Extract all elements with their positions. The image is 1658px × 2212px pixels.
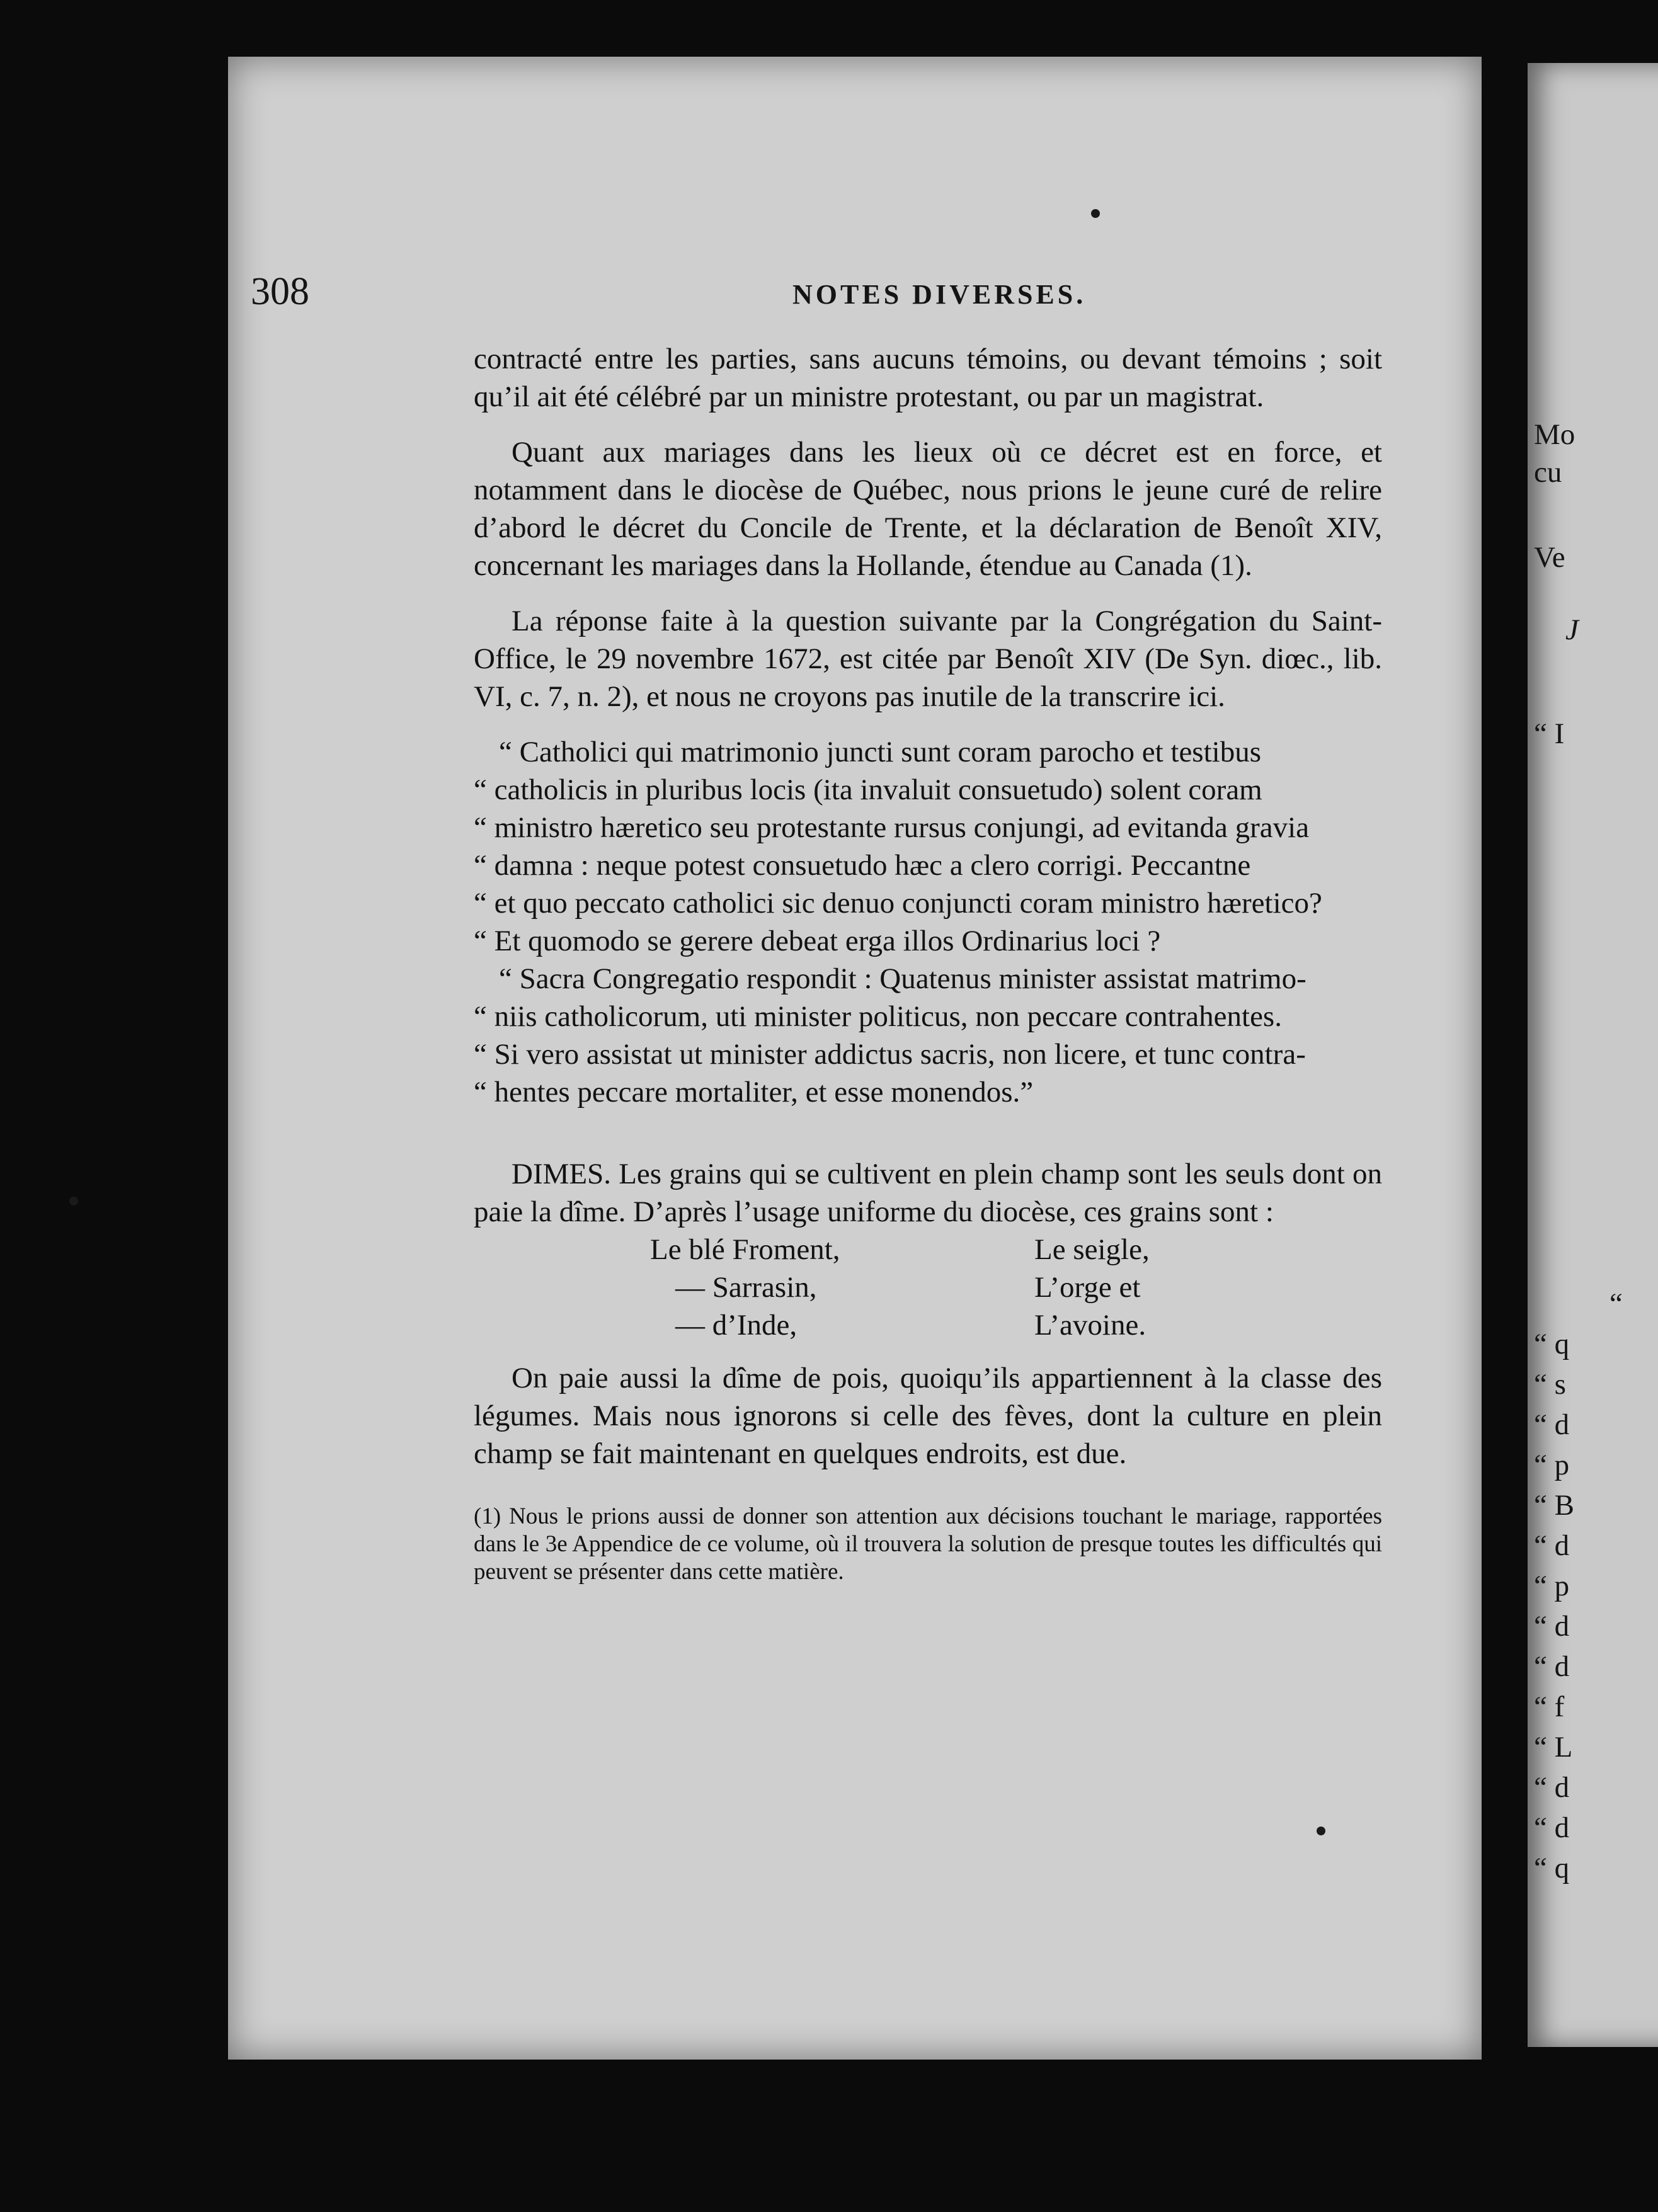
facing-quote-fragment: “ d (1534, 1811, 1570, 1844)
quote-line: “ Catholici qui matrimonio juncti sunt coram parocho et testibus (499, 736, 1261, 768)
facing-quote-fragment: “ s (1534, 1368, 1566, 1401)
quote-line: “ et quo peccato catholici sic denuo conjuncti coram ministro hæretico? (474, 887, 1322, 920)
facing-quote-fragment: “ L (1534, 1731, 1573, 1764)
paragraph: Quant aux mariages dans les lieux où ce décret est en force, et notamment dans le diocèse de Québec, nous prions le jeune curé de relire d’abord le décret du Concile de Trente, et la déclaration de Benoît XIV, concernant les mariages dans la Hollande, étendue au Canada (1). (474, 436, 1382, 582)
page-header (251, 270, 1385, 314)
quote-line: “ Sacra Congregatio respondit : Quatenus minister assistat matrimo- (499, 962, 1306, 995)
facing-fragment: “ I (1534, 717, 1565, 750)
facing-quote-fragment: “ p (1534, 1449, 1570, 1481)
grain-list (650, 1231, 1382, 1344)
print-speck (1317, 1827, 1325, 1835)
facing-quote-fragment: “ q (1534, 1852, 1570, 1884)
facing-quote-fragment: “ d (1534, 1610, 1570, 1643)
facing-quote-fragment: “ d (1534, 1408, 1570, 1441)
facing-quote-fragment: “ B (1534, 1489, 1574, 1522)
quote-line: “ hentes peccare mortaliter, et esse monendos.” (474, 1076, 1034, 1109)
facing-quote-fragment: “ q (1534, 1328, 1570, 1360)
facing-quote-fragment: “ p (1534, 1570, 1570, 1602)
paragraph: La réponse faite à la question suivante par la Congrégation du Saint-Office, le 29 novembre 1672, est citée par Benoît XIV (De Syn. diœc., lib. VI, c. 7, n. 2), et nous ne croyons pas inutile de la transcrire ici. (474, 605, 1382, 713)
facing-quote-fragment: “ d (1534, 1529, 1570, 1562)
dimes-paragraph: DIMES. Les grains qui se cultivent en plein champ sont les seuls dont on paie la dîme. D’après l’usage uniforme du diocèse, ces grains sont : (474, 1158, 1382, 1228)
facing-fragment: J (1565, 613, 1579, 646)
facing-fragment: Mo (1534, 418, 1575, 451)
grain-item: L’orge et (1034, 1271, 1141, 1304)
facing-fragment: cu (1534, 456, 1562, 489)
quote-line: “ ministro hæretico seu protestante rursus conjungi, ad evitanda gravia (474, 811, 1310, 844)
quote-line: “ Et quomodo se gerere debeat erga illos Ordinarius loci ? (474, 925, 1161, 957)
print-speck (69, 1197, 78, 1206)
latin-question-quote (474, 733, 1382, 960)
facing-fragment: Ve (1534, 541, 1565, 574)
quote-line: “ niis catholicorum, uti minister politicus, non peccare contrahentes. (474, 1000, 1282, 1033)
grain-item: Le blé Froment, (650, 1233, 840, 1266)
quote-line: “ damna : neque potest consuetudo hæc a clero corrigi. Peccantne (474, 849, 1251, 882)
quote-line: “ catholicis in pluribus locis (ita invaluit consuetudo) solent coram (474, 773, 1262, 806)
grain-item: Le seigle, (1034, 1233, 1150, 1266)
grain-item: — d’Inde, (675, 1309, 798, 1342)
facing-quote-fragment: “ (1609, 1287, 1623, 1320)
print-speck (1091, 209, 1100, 218)
footnote: (1) Nous le prions aussi de donner son attention aux décisions touchant le mariage, rapportées dans le 3e Appendice de ce volume, où il trouvera la solution de presque toutes les difficultés qui peuvent se présenter dans cette matière. (474, 1503, 1382, 1585)
facing-quote-fragment: “ f (1534, 1690, 1565, 1723)
paragraph: On paie aussi la dîme de pois, quoiqu’ils appartiennent à la classe des légumes. Mais nous ignorons si celle des fèves, dont la culture en plein champ se fait maintenant en quelques endroits, est due. (474, 1362, 1382, 1470)
facing-quote-fragment: “ d (1534, 1650, 1570, 1683)
quote-line: “ Si vero assistat ut minister addictus sacris, non licere, et tunc contra- (474, 1038, 1306, 1071)
body-text (474, 340, 1382, 1586)
grain-item: L’avoine. (1034, 1309, 1146, 1342)
running-title: NOTES DIVERSES. (792, 279, 1087, 310)
latin-answer-quote (474, 960, 1382, 1111)
paragraph: contracté entre les parties, sans aucuns témoins, ou devant témoins ; soit qu’il ait été célébré par un ministre protestant, ou par un magistrat. (474, 343, 1382, 413)
page-number: 308 (251, 270, 309, 313)
book-page-right-facing (1528, 63, 1658, 2047)
facing-quote-fragment: “ d (1534, 1771, 1570, 1804)
grain-item: — Sarrasin, (675, 1271, 817, 1304)
